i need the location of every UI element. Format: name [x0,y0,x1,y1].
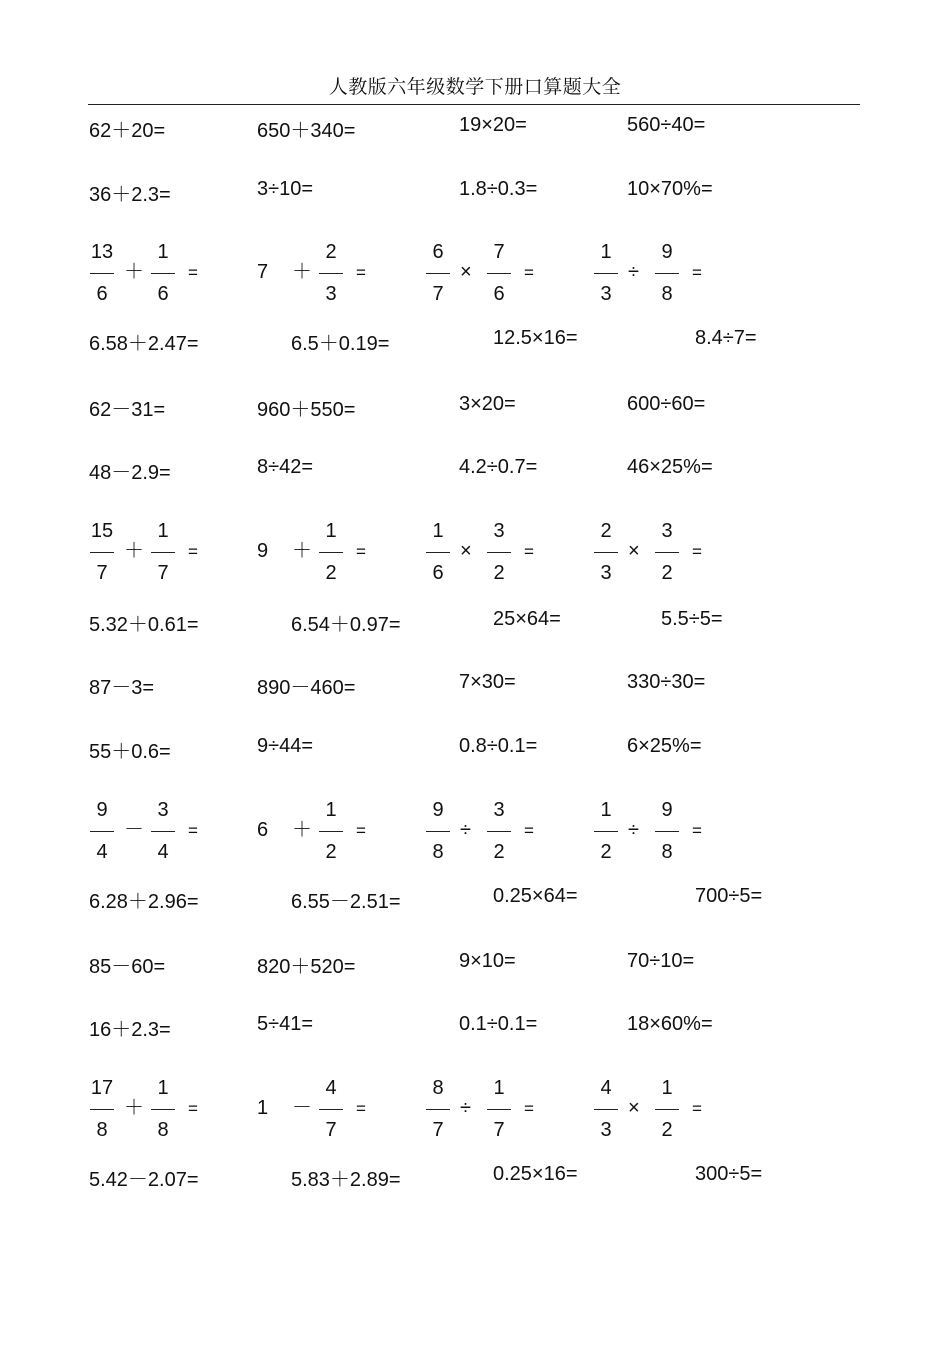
fraction-bar [426,1109,450,1110]
numerator: 9 [432,799,444,821]
denominator: 7 [325,1119,337,1141]
operator: ÷ [628,819,639,841]
denominator: 3 [600,1119,612,1141]
problem: 87－3= [89,677,155,699]
second-fraction [150,798,176,864]
operator: ÷ [628,261,639,283]
numerator: 9 [661,799,673,821]
equals-sign: = [524,263,534,282]
problem: 55＋0.6= [89,741,171,763]
fraction-bar [487,1109,511,1110]
equals-sign: = [692,821,702,840]
denominator: 2 [600,841,612,863]
fraction-problem [89,798,239,864]
problem: 10×70%= [627,178,713,200]
second-fraction [654,519,680,585]
denominator: 7 [96,562,108,584]
whole-number: 1 [257,1097,269,1119]
numerator: 15 [90,520,114,542]
problem: 5.42－2.07= [89,1169,199,1191]
problem: 12.5×16= [493,327,578,349]
fraction-problem [425,240,575,306]
numerator: 2 [325,241,337,263]
problem: 8.4÷7= [695,327,757,349]
operator: ÷ [460,819,471,841]
problem-row [0,327,950,367]
numerator: 1 [157,1077,169,1099]
equals-sign: = [524,542,534,561]
numerator: 3 [493,799,505,821]
problem: 70÷10= [627,950,695,972]
second-fraction [486,240,512,306]
problem: 19×20= [459,114,527,136]
fraction-bar [487,552,511,553]
numerator: 1 [325,799,337,821]
fraction-bar [319,831,343,832]
operator: × [460,261,472,283]
fraction-bar [90,552,114,553]
first-fraction [89,519,115,585]
second-fraction [486,798,512,864]
numerator: 1 [661,1077,673,1099]
fraction-problem [257,240,407,306]
equals-sign: = [356,1099,366,1118]
fraction-bar [487,831,511,832]
problem: 48－2.9= [89,462,171,484]
fraction-row [0,798,950,864]
fraction-bar [90,1109,114,1110]
second-fraction [318,1076,344,1142]
problem: 5.32＋0.61= [89,614,199,636]
operator: × [460,540,472,562]
second-fraction [318,519,344,585]
fraction-problem [89,1076,239,1142]
fraction-problem [257,519,407,585]
denominator: 8 [157,1119,169,1141]
problem: 6.5＋0.19= [291,333,390,355]
fraction-bar [426,273,450,274]
problem: 6.28＋2.96= [89,891,199,913]
denominator: 6 [432,562,444,584]
problem: 890－460= [257,677,356,699]
first-fraction [593,798,619,864]
fraction-bar [594,1109,618,1110]
numerator: 13 [90,241,114,263]
numerator: 3 [661,520,673,542]
numerator: 1 [157,241,169,263]
equals-sign: = [356,542,366,561]
problem: 0.25×16= [493,1163,578,1185]
operator: － [292,1097,312,1119]
fraction-bar [319,1109,343,1110]
denominator: 2 [661,562,673,584]
numerator: 4 [600,1077,612,1099]
operator: ＋ [124,540,144,562]
denominator: 7 [432,1119,444,1141]
first-fraction [425,1076,451,1142]
first-fraction [89,798,115,864]
fraction-problem [593,240,743,306]
problem: 6×25%= [627,735,702,757]
numerator: 9 [661,241,673,263]
equals-sign: = [524,821,534,840]
numerator: 6 [432,241,444,263]
problem-row [0,178,950,218]
denominator: 6 [157,283,169,305]
second-fraction [486,519,512,585]
problem: 560÷40= [627,114,706,136]
denominator: 3 [325,283,337,305]
operator: － [124,819,144,841]
numerator: 1 [325,520,337,542]
denominator: 6 [96,283,108,305]
denominator: 2 [661,1119,673,1141]
problem: 960＋550= [257,399,356,421]
second-fraction [150,519,176,585]
numerator: 1 [432,520,444,542]
numerator: 17 [90,1077,114,1099]
whole-number: 6 [257,819,269,841]
second-fraction [318,240,344,306]
problem: 46×25%= [627,456,713,478]
fraction-bar [151,273,175,274]
denominator: 7 [493,1119,505,1141]
problem-row [0,671,950,711]
second-fraction [486,1076,512,1142]
fraction-problem [593,798,743,864]
fraction-bar [426,831,450,832]
denominator: 4 [157,841,169,863]
problem: 700÷5= [695,885,763,907]
problem: 0.1÷0.1= [459,1013,538,1035]
first-fraction [593,519,619,585]
numerator: 1 [157,520,169,542]
fraction-bar [655,273,679,274]
fraction-problem [425,1076,575,1142]
problem: 650＋340= [257,120,356,142]
fraction-bar [90,831,114,832]
numerator: 9 [96,799,108,821]
operator: ＋ [292,540,312,562]
numerator: 1 [600,799,612,821]
denominator: 2 [325,841,337,863]
fraction-bar [655,831,679,832]
problem: 85－60= [89,956,166,978]
fraction-bar [655,552,679,553]
denominator: 4 [96,841,108,863]
first-fraction [89,1076,115,1142]
problem-row [0,393,950,433]
fraction-bar [594,273,618,274]
problem-row [0,735,950,775]
problem-row [0,1013,950,1053]
title-divider [88,104,860,105]
fraction-bar [426,552,450,553]
second-fraction [654,240,680,306]
equals-sign: = [692,542,702,561]
first-fraction [425,798,451,864]
operator: ÷ [460,1097,471,1119]
fraction-problem [89,519,239,585]
operator: × [628,540,640,562]
fraction-problem [593,519,743,585]
fraction-row [0,1076,950,1142]
page-title: 人教版六年级数学下册口算题大全 [328,76,622,98]
equals-sign: = [188,263,198,282]
denominator: 8 [661,841,673,863]
operator: ＋ [292,819,312,841]
denominator: 2 [493,841,505,863]
equals-sign: = [356,821,366,840]
fraction-bar [655,1109,679,1110]
problem: 300÷5= [695,1163,763,1185]
denominator: 2 [325,562,337,584]
fraction-bar [90,273,114,274]
problem-row [0,1163,950,1203]
problem: 5.5÷5= [661,608,723,630]
denominator: 8 [661,283,673,305]
fraction-problem [257,798,407,864]
numerator: 3 [157,799,169,821]
fraction-bar [594,831,618,832]
denominator: 6 [493,283,505,305]
equals-sign: = [524,1099,534,1118]
problem: 4.2÷0.7= [459,456,538,478]
fraction-problem [593,1076,743,1142]
denominator: 3 [600,562,612,584]
problem: 18×60%= [627,1013,713,1035]
problem: 7×30= [459,671,516,693]
equals-sign: = [188,1099,198,1118]
fraction-bar [151,1109,175,1110]
fraction-bar [319,552,343,553]
problem: 0.25×64= [493,885,578,907]
operator: × [628,1097,640,1119]
denominator: 2 [493,562,505,584]
denominator: 7 [157,562,169,584]
whole-number: 9 [257,540,269,562]
problem-row [0,950,950,990]
first-fraction [593,240,619,306]
problem: 16＋2.3= [89,1019,171,1041]
first-fraction [89,240,115,306]
problem: 6.54＋0.97= [291,614,401,636]
second-fraction [318,798,344,864]
numerator: 1 [493,1077,505,1099]
second-fraction [150,1076,176,1142]
problem: 9×10= [459,950,516,972]
fraction-bar [151,552,175,553]
fraction-problem [257,1076,407,1142]
equals-sign: = [188,821,198,840]
problem: 62＋20= [89,120,166,142]
problem: 6.55－2.51= [291,891,401,913]
problem-row [0,456,950,496]
fraction-bar [487,273,511,274]
problem: 5.83＋2.89= [291,1169,401,1191]
first-fraction [425,519,451,585]
fraction-problem [425,519,575,585]
numerator: 2 [600,520,612,542]
second-fraction [654,1076,680,1142]
equals-sign: = [188,542,198,561]
problem: 330÷30= [627,671,706,693]
numerator: 8 [432,1077,444,1099]
problem: 62－31= [89,399,166,421]
denominator: 3 [600,283,612,305]
equals-sign: = [692,263,702,282]
numerator: 4 [325,1077,337,1099]
denominator: 7 [432,283,444,305]
problem: 0.8÷0.1= [459,735,538,757]
problem: 25×64= [493,608,561,630]
whole-number: 7 [257,261,269,283]
problem: 5÷41= [257,1013,314,1035]
problem-row [0,608,950,648]
fraction-problem [89,240,239,306]
operator: ＋ [124,261,144,283]
first-fraction [425,240,451,306]
problem: 8÷42= [257,456,314,478]
fraction-bar [319,273,343,274]
fraction-row [0,519,950,585]
problem: 6.58＋2.47= [89,333,199,355]
fraction-row [0,240,950,306]
denominator: 8 [96,1119,108,1141]
fraction-bar [594,552,618,553]
first-fraction [593,1076,619,1142]
problem-row [0,114,950,154]
fraction-problem [425,798,575,864]
problem: 820＋520= [257,956,356,978]
problem-row [0,885,950,925]
second-fraction [150,240,176,306]
fraction-bar [151,831,175,832]
operator: ＋ [292,261,312,283]
equals-sign: = [692,1099,702,1118]
problem: 3×20= [459,393,516,415]
operator: ＋ [124,1097,144,1119]
numerator: 7 [493,241,505,263]
equals-sign: = [356,263,366,282]
problem: 1.8÷0.3= [459,178,538,200]
problem: 36＋2.3= [89,184,171,206]
numerator: 1 [600,241,612,263]
denominator: 8 [432,841,444,863]
problem: 3÷10= [257,178,314,200]
problem: 600÷60= [627,393,706,415]
numerator: 3 [493,520,505,542]
problem: 9÷44= [257,735,314,757]
second-fraction [654,798,680,864]
